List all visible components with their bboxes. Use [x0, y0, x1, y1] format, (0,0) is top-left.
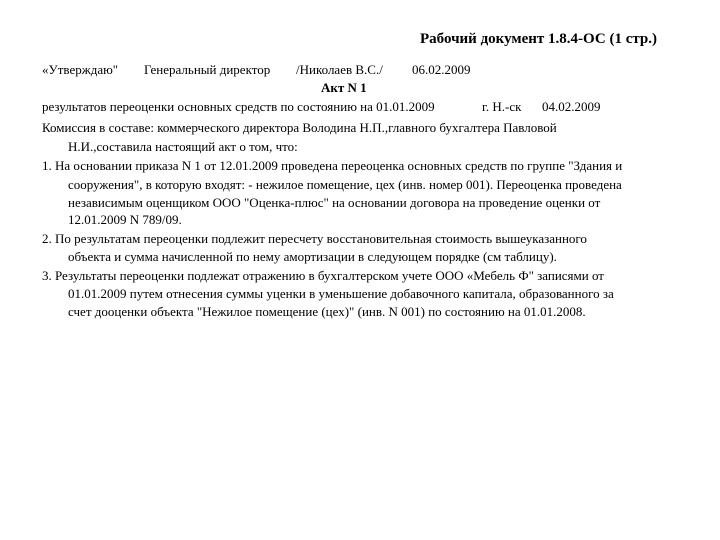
approver-name: /Николаев В.С./: [296, 62, 383, 77]
paragraph-3-line-3: счет дооценки объекта "Нежилое помещение (цех)" (инв. N 001) по состоянию на 01.01.2008.: [68, 304, 586, 319]
paragraph-1-line-4: 12.01.2009 N 789/09.: [68, 212, 182, 227]
commission-line-2: Н.И.,составила настоящий акт о том, что:: [68, 139, 298, 154]
paragraph-1-line-2: сооружения", в которую входят: - нежилое помещение, цех (инв. номер 001). Переоценка проведена: [68, 177, 622, 192]
act-subject-line: [42, 99, 642, 115]
commission-line-1: Комиссия в составе: коммерческого директора Володина Н.П.,главного бухгалтера Павловой: [42, 120, 557, 135]
approval-date: 06.02.2009: [412, 62, 471, 77]
paragraph-1-line-3: независимым оценщиком ООО "Оценка-плюс" на основании договора на проведение оценки от: [68, 195, 601, 210]
paragraph-2-line-2: объекта и сумма начисленной по нему амортизации в следующем порядке (см таблицу).: [68, 249, 557, 264]
act-date: 04.02.2009: [542, 99, 601, 114]
paragraph-3-line-1: 3. Результаты переоценки подлежат отражению в бухгалтерском учете ООО «Мебель Ф" записями от: [42, 268, 604, 283]
approver-position: Генеральный директор: [144, 62, 271, 77]
paragraph-1-line-1: 1. На основании приказа N 1 от 12.01.2009 проведена переоценка основных средств по группе "Здания и: [42, 158, 623, 173]
act-subject: результатов переоценки основных средств по состоянию на 01.01.2009: [42, 99, 435, 114]
act-city: г. Н.-ск: [482, 99, 522, 114]
paragraph-2-line-1: 2. По результатам переоценки подлежит пересчету восстановительная стоимость вышеуказанного: [42, 231, 587, 246]
working-document-title: Рабочий документ 1.8.4-ОС (1 стр.): [420, 31, 657, 47]
act-title: Акт N 1: [321, 80, 367, 95]
paragraph-3-line-2: 01.01.2009 путем отнесения суммы уценки в уменьшение добавочного капитала, образованного за: [68, 286, 614, 301]
approval-label: «Утверждаю": [42, 62, 119, 77]
